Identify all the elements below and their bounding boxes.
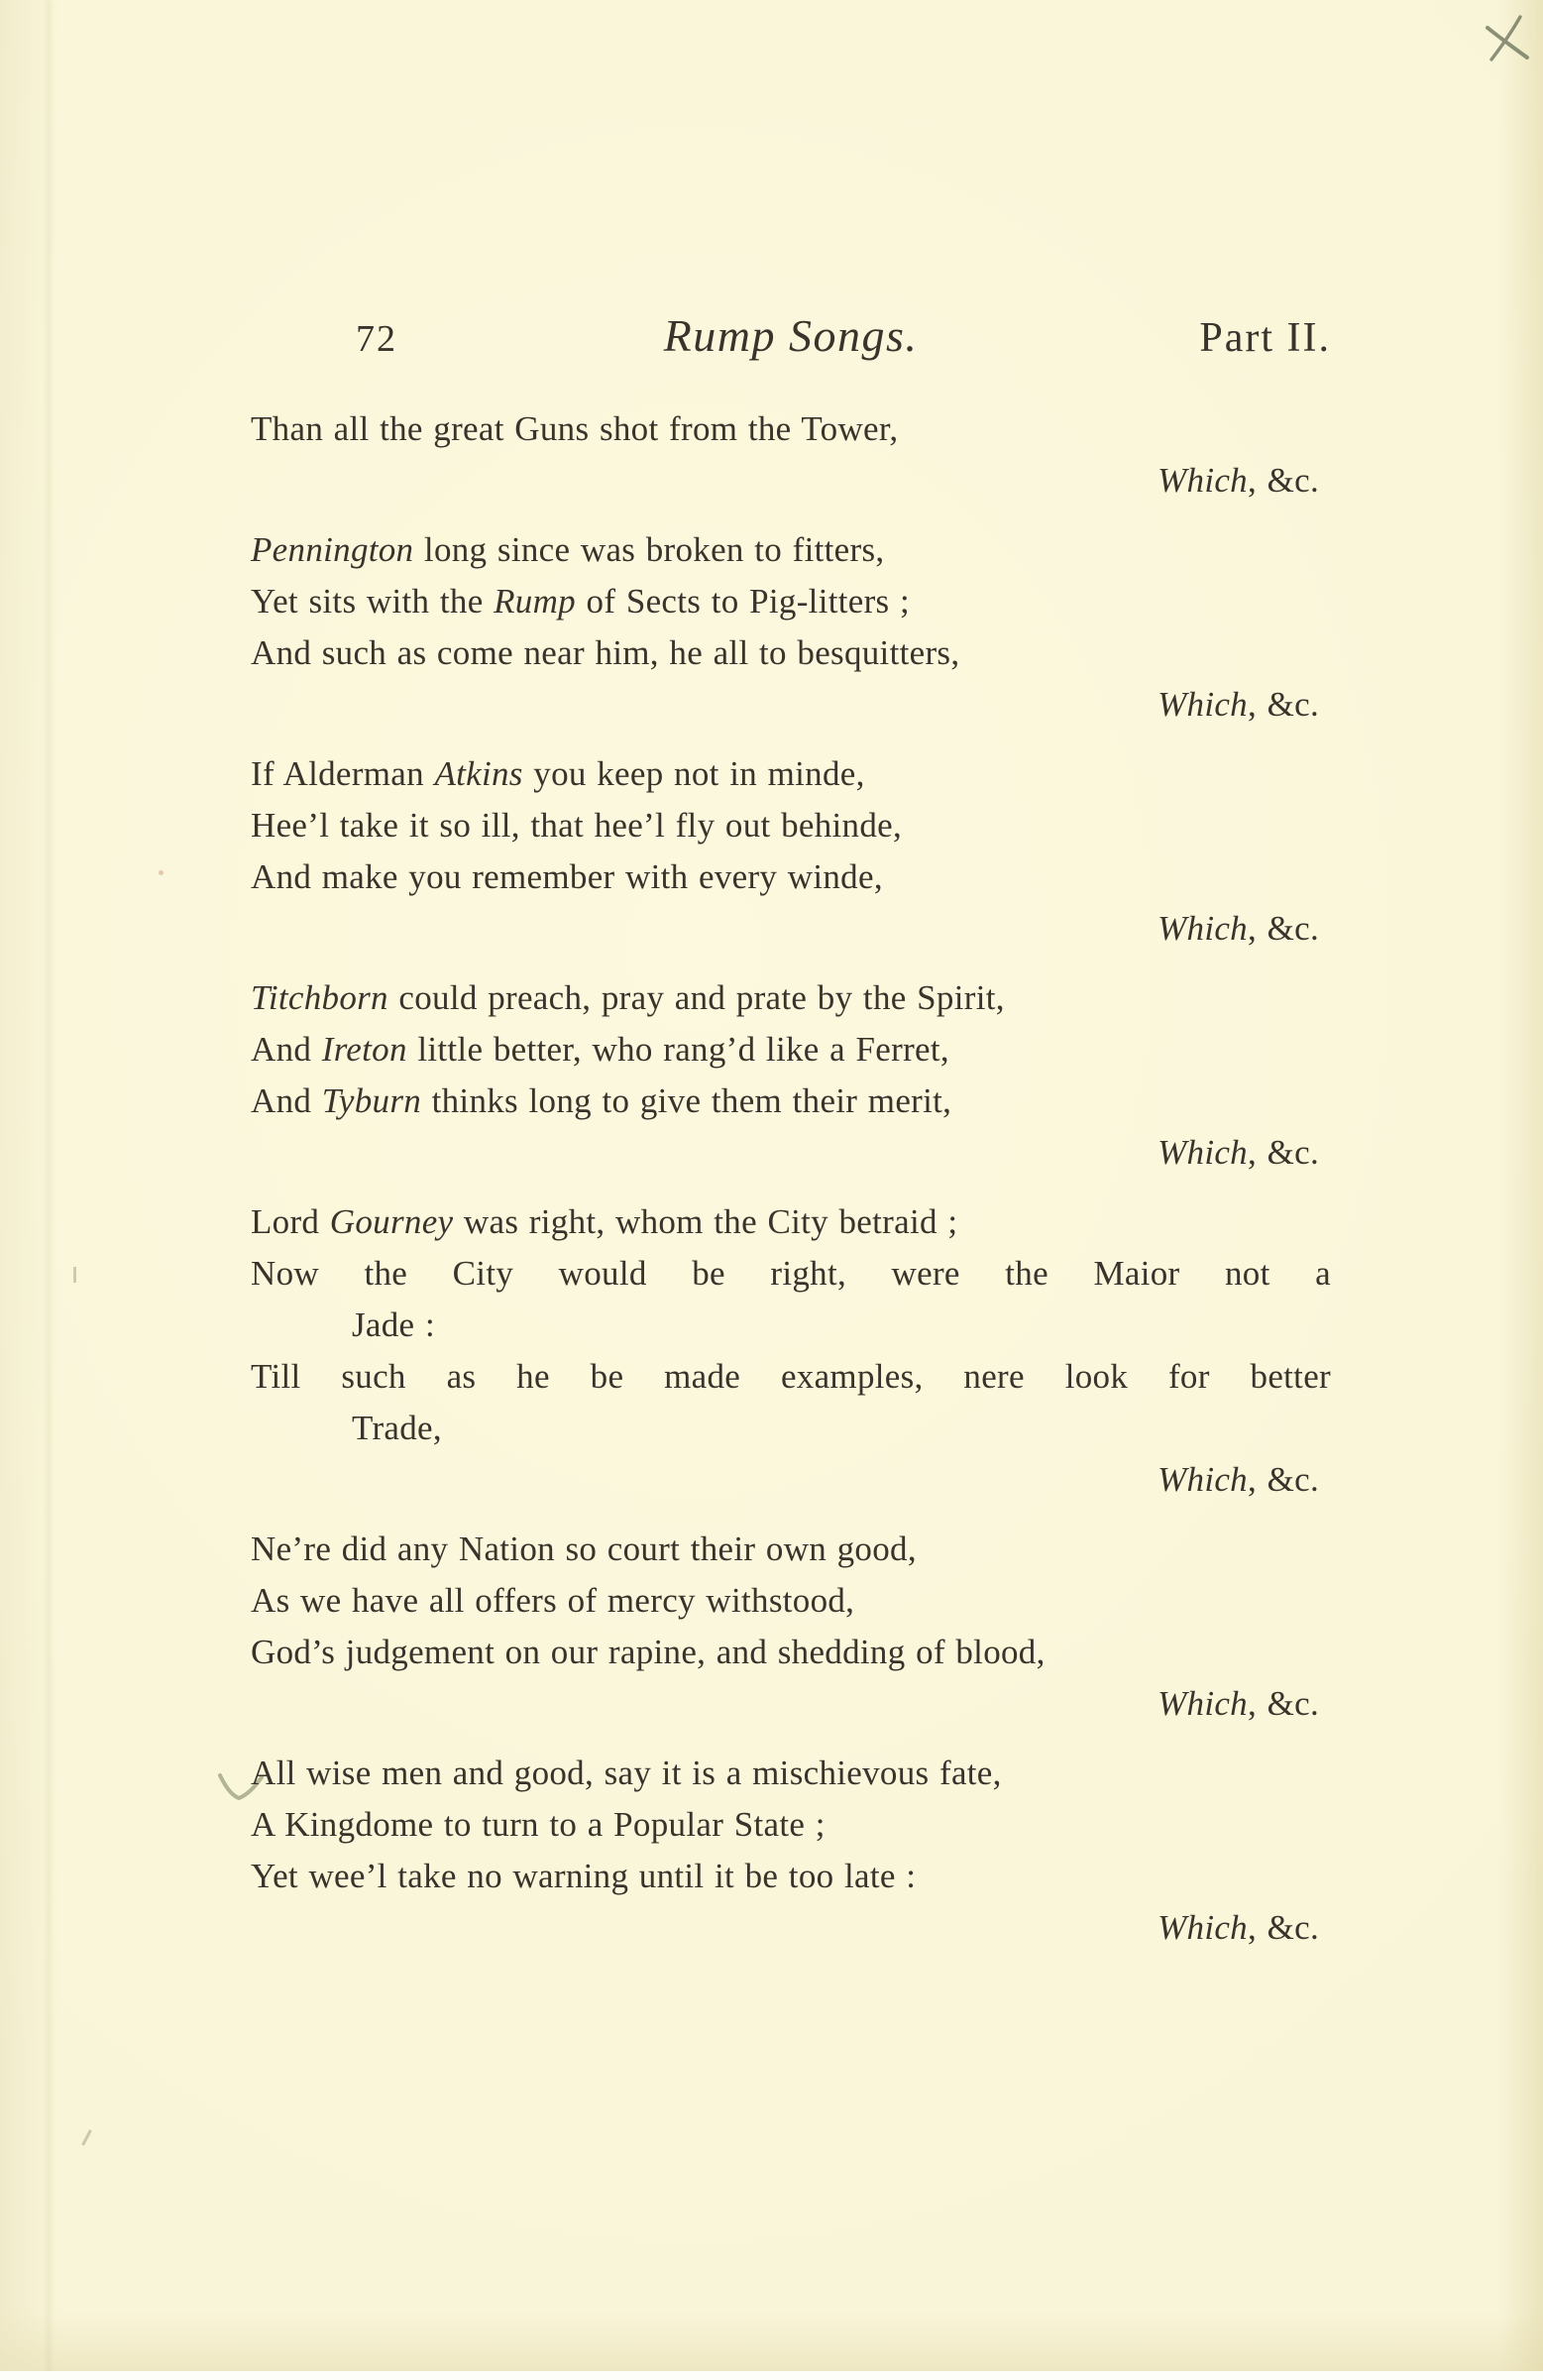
verse-line — [251, 1248, 1331, 1300]
scan-speck — [73, 1267, 76, 1283]
stanza — [251, 1748, 1331, 1954]
stanza — [251, 1524, 1331, 1730]
refrain-line — [251, 1902, 1331, 1954]
plain-text: , &c. — [1247, 685, 1319, 724]
italic-text: Which — [1157, 1908, 1248, 1947]
verse-line — [251, 972, 1331, 1024]
plain-text: Trade, — [352, 1409, 442, 1447]
plain-text: of Sects to Pig-litters ; — [575, 582, 911, 621]
refrain-line — [251, 903, 1331, 955]
plain-text: long since was broken to fitters, — [413, 530, 885, 569]
italic-text: Pennington — [251, 530, 414, 569]
verse-line — [251, 748, 1331, 800]
verse-line — [251, 1024, 1331, 1076]
italic-text: Which — [1157, 685, 1248, 724]
running-title: Rump Songs. — [663, 310, 919, 361]
plain-text: Than all the great Guns shot from the Tower, — [251, 409, 899, 448]
scan-speck — [81, 2129, 92, 2145]
plain-text: And make you remember with every winde, — [251, 857, 883, 896]
refrain-line — [251, 1678, 1331, 1730]
stanza — [251, 1196, 1331, 1506]
part-label: Part II. — [1199, 315, 1331, 361]
verse-line — [251, 627, 1331, 679]
plain-text: And — [251, 1030, 322, 1069]
italic-text: Which — [1157, 1133, 1248, 1172]
italic-text: Rump — [494, 582, 576, 621]
verse-line — [251, 800, 1331, 851]
plain-text: Till such as he be made examples, nere look for better — [251, 1357, 1331, 1396]
plain-text: , &c. — [1247, 1460, 1319, 1499]
verse-line — [251, 1799, 1331, 1851]
verse-line — [251, 1351, 1331, 1403]
stanza — [251, 748, 1331, 955]
verse-line — [251, 1627, 1331, 1678]
verse-line — [251, 1748, 1331, 1799]
plain-text: If Alderman — [251, 754, 435, 793]
plain-text: Ne’re did any Nation so court their own good, — [251, 1530, 917, 1568]
italic-text: Which — [1157, 1684, 1248, 1723]
plain-text: Yet sits with the — [251, 582, 495, 621]
stanza — [251, 403, 1331, 507]
verse-line — [251, 576, 1331, 627]
plain-text: you keep not in minde, — [522, 754, 865, 793]
page-crease — [47, 0, 51, 2380]
plain-text: As we have all offers of mercy withstood, — [251, 1581, 855, 1620]
italic-text: Ireton — [321, 1030, 407, 1069]
plain-text: Hee’l take it so ill, that hee’l fly out behinde, — [251, 806, 903, 845]
italic-text: Which — [1157, 909, 1248, 948]
plain-text: God’s judgement on our rapine, and shedding of blood, — [251, 1633, 1046, 1671]
plain-text: And such as come near him, he all to besquitters, — [251, 633, 960, 672]
verse-line — [251, 851, 1331, 903]
verse-line — [251, 1851, 1331, 1902]
plain-text: And — [251, 1081, 322, 1120]
plain-text: was right, whom the City betraid ; — [453, 1202, 958, 1241]
poem-body — [251, 403, 1331, 1954]
plain-text: thinks long to give them their merit, — [421, 1081, 952, 1120]
refrain-line — [251, 1127, 1331, 1179]
plain-text: Yet wee’l take no warning until it be too late : — [251, 1857, 917, 1895]
refrain-line — [251, 1454, 1331, 1506]
plain-text: , &c. — [1247, 1133, 1319, 1172]
verse-line — [251, 524, 1331, 576]
pencil-x-mark — [1481, 12, 1536, 65]
verse-line — [251, 1076, 1331, 1127]
italic-text: Which — [1157, 1460, 1248, 1499]
verse-line — [251, 1575, 1331, 1627]
stanza — [251, 972, 1331, 1179]
scan-speck — [159, 870, 164, 875]
verse-line — [251, 1403, 1331, 1454]
plain-text: A Kingdome to turn to a Popular State ; — [251, 1805, 826, 1844]
plain-text: Now the City would be right, were the Maior not a — [251, 1254, 1331, 1293]
italic-text: Atkins — [434, 754, 523, 793]
plain-text: , &c. — [1247, 909, 1319, 948]
plain-text: little better, who rang’d like a Ferret, — [406, 1030, 949, 1069]
italic-text: Which — [1157, 461, 1248, 500]
refrain-line — [251, 455, 1331, 507]
stanza — [251, 524, 1331, 731]
page-number: 72 — [356, 318, 397, 360]
verse-line — [251, 403, 1331, 455]
plain-text: , &c. — [1247, 1684, 1319, 1723]
verse-line — [251, 1524, 1331, 1575]
italic-text: Gourney — [329, 1202, 454, 1241]
italic-text: Tyburn — [321, 1081, 422, 1120]
plain-text: , &c. — [1247, 1908, 1319, 1947]
refrain-line — [251, 679, 1331, 731]
page-content — [251, 309, 1331, 1954]
verse-line — [251, 1300, 1331, 1351]
plain-text: could preach, pray and prate by the Spirit, — [387, 978, 1005, 1017]
italic-text: Titchborn — [251, 978, 388, 1017]
plain-text: , &c. — [1247, 461, 1319, 500]
verse-line — [251, 1196, 1331, 1248]
plain-text: Lord — [251, 1202, 330, 1241]
page-header — [251, 309, 1331, 362]
plain-text: Jade : — [352, 1305, 435, 1344]
plain-text: All wise men and good, say it is a mischievous fate, — [251, 1754, 1002, 1792]
